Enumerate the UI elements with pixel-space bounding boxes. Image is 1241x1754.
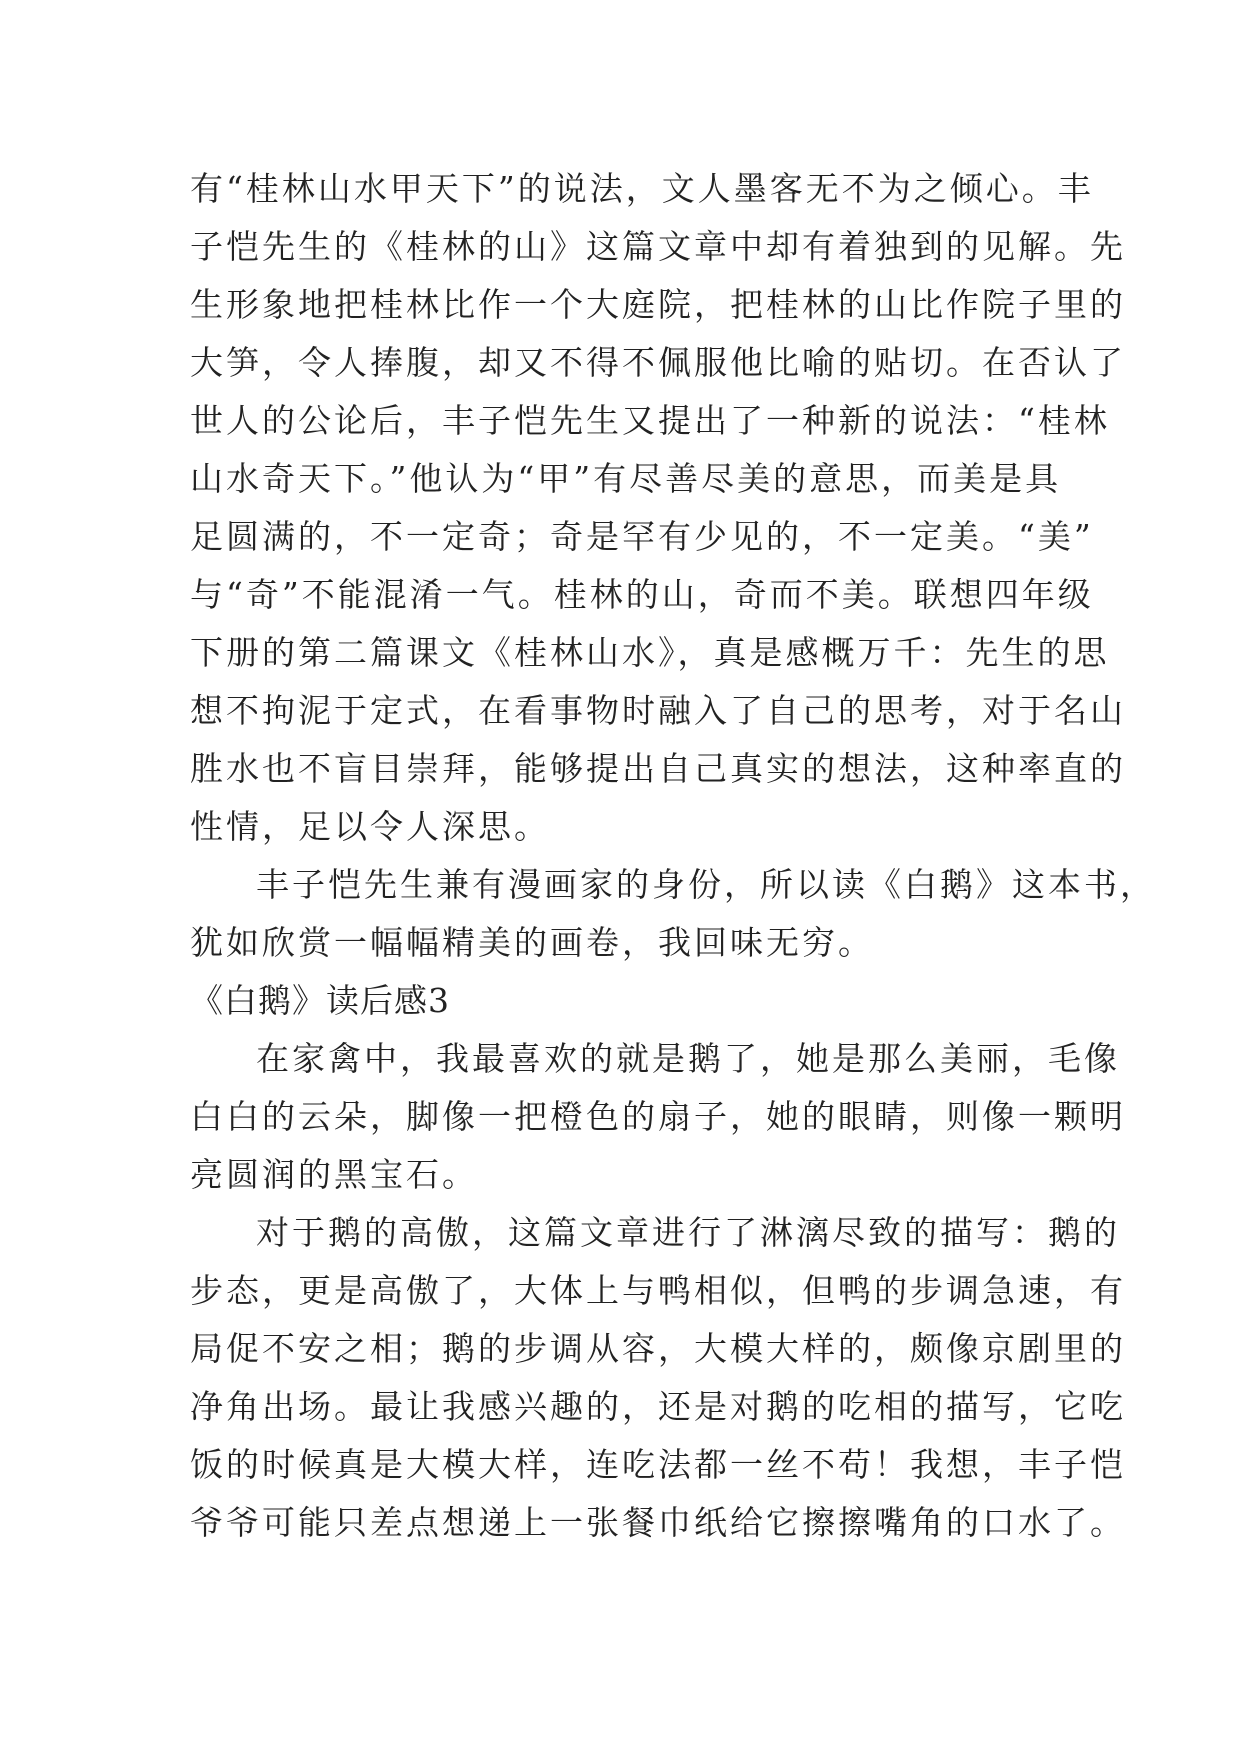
text-line: 白白的云朵，脚像一把橙色的扇子，她的眼睛，则像一颗明 (190, 1097, 1126, 1136)
heading-text: 《白鹅》读后感3 (190, 981, 450, 1020)
document-body (190, 160, 1156, 1552)
paragraph-3 (190, 1030, 1126, 1204)
paragraph-4 (190, 1204, 1126, 1552)
text-line: 丰子恺先生兼有漫画家的身份，所以读《白鹅》这本书， (256, 865, 1156, 904)
section-heading (190, 972, 1070, 1030)
text-line: 下册的第二篇课文《桂林山水》，真是感概万千：先生的思 (190, 633, 1110, 672)
paragraph-1 (190, 160, 1126, 856)
text-line: 山水奇天下。”他认为“甲”有尽善尽美的意思，而美是具 (190, 459, 1062, 498)
text-line: 胜水也不盲目崇拜，能够提出自己真实的想法，这种率直的 (190, 749, 1126, 788)
text-line: 世人的公论后，丰子恺先生又提出了一种新的说法：“桂林 (190, 401, 1110, 440)
text-line: 与“奇”不能混淆一气。桂林的山，奇而不美。联想四年级 (190, 575, 1094, 614)
text-line: 足圆满的，不一定奇；奇是罕有少见的，不一定美。“美” (190, 517, 1094, 556)
text-line: 犹如欣赏一幅幅精美的画卷，我回味无穷。 (190, 923, 874, 962)
text-line: 步态，更是高傲了，大体上与鸭相似，但鸭的步调急速，有 (190, 1271, 1126, 1310)
text-line: 爷爷可能只差点想递上一张餐巾纸给它擦擦嘴角的口水了。 (190, 1503, 1126, 1542)
text-line: 性情，足以令人深思。 (190, 807, 550, 846)
text-line: 有“桂林山水甲天下”的说法，文人墨客无不为之倾心。丰 (190, 169, 1094, 208)
text-line: 对于鹅的高傲，这篇文章进行了淋漓尽致的描写：鹅的 (256, 1213, 1120, 1252)
text-line: 生形象地把桂林比作一个大庭院，把桂林的山比作院子里的 (190, 285, 1126, 324)
text-line: 亮圆润的黑宝石。 (190, 1155, 478, 1194)
text-line: 子恺先生的《桂林的山》这篇文章中却有着独到的见解。先 (190, 227, 1126, 266)
text-line: 想不拘泥于定式，在看事物时融入了自己的思考，对于名山 (190, 691, 1126, 730)
text-line: 净角出场。最让我感兴趣的，还是对鹅的吃相的描写，它吃 (190, 1387, 1126, 1426)
text-line: 饭的时候真是大模大样，连吃法都一丝不苟！我想，丰子恺 (190, 1445, 1126, 1484)
text-line: 大笋，令人捧腹，却又不得不佩服他比喻的贴切。在否认了 (190, 343, 1126, 382)
text-line: 在家禽中，我最喜欢的就是鹅了，她是那么美丽，毛像 (256, 1039, 1120, 1078)
paragraph-2 (190, 856, 1156, 972)
text-line: 局促不安之相；鹅的步调从容，大模大样的，颇像京剧里的 (190, 1329, 1126, 1368)
